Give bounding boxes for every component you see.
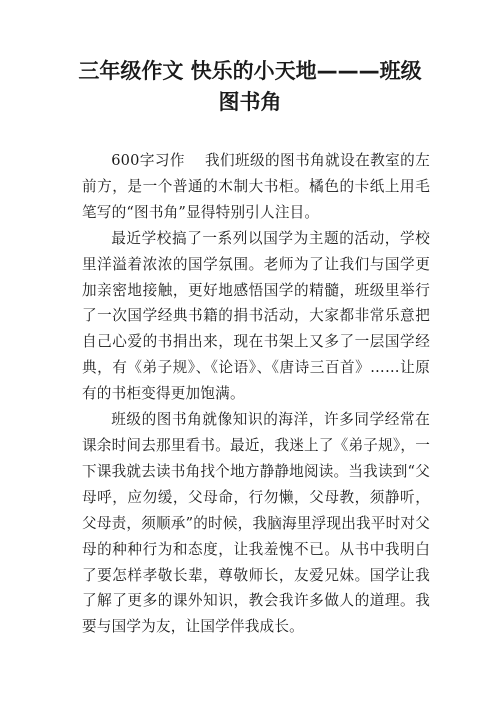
paragraph-3: 班级的图书角就像知识的海洋，许多同学经常在课余时间去那里看书。最近，我迷上了《弟子规》，一下课我就去读书角找个地方静静地阅读。当我读到“父母呼，应勿缓，父母命，行勿懒，父母教，须静听，父母责，须顺承”的时候，我脑海里浮现出我平时对父母的种种行为和态度，让我羞愧不已。从书中我明白了要怎样孝敬长辈，尊敬师长，友爱兄妹。国学让我了解了更多的课外知识，教会我许多做人的道理。我要与国学为友，让国学伴我成长。	[82, 411, 430, 636]
title-line-1: 三年级作文 快乐的小天地———班级	[78, 59, 422, 83]
paragraph-2: 最近学校搞了一系列以国学为主题的活动，学校里洋溢着浓浓的国学氛围。老师为了让我们与国学更加亲密地接触，更好地感悟国学的精髓，班级里举行了一次国学经典书籍的捐书活动，大家都非常乐意把自己心爱的书捐出来，现在书架上又多了一层国学经典，有《弟子规》、《论语》、《唐诗三百首》……让原有的书柜变得更加饱满。	[82, 229, 430, 403]
document-title	[60, 56, 440, 118]
paragraph-1: 600字习作 我们班级的图书角就设在教室的左前方，是一个普通的木制大书柜。橘色的卡纸上用毛笔写的“图书角”显得特别引人注目。	[82, 152, 430, 221]
title-line-2: 图书角	[218, 90, 282, 114]
document-body	[82, 148, 430, 640]
